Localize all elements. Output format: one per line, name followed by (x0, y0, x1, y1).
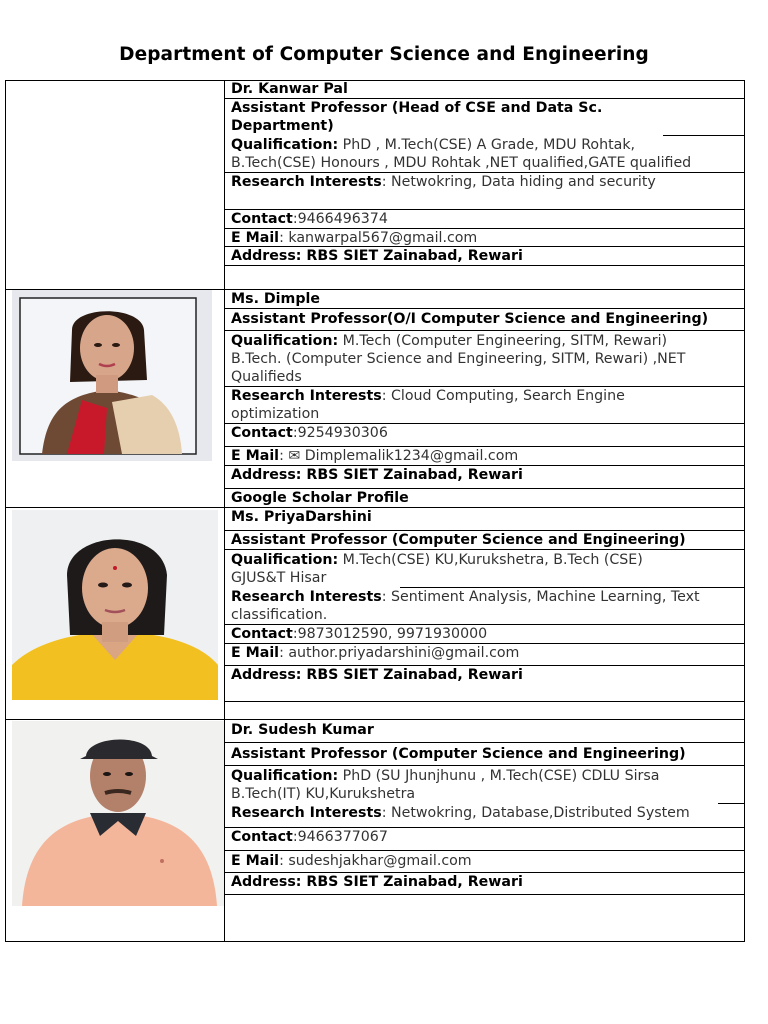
cell-line (718, 803, 745, 804)
row-divider (5, 719, 745, 720)
qualification-value-cont: B.Tech(CSE) Honours , MDU Rohtak ,NET qualified,GATE qualified (231, 155, 692, 171)
faculty-name: Ms. Dimple (231, 291, 320, 307)
qualification-label: Qualification: (231, 137, 339, 153)
faculty-name: Ms. PriyaDarshini (231, 509, 372, 525)
cell-line (224, 701, 745, 702)
faculty-photo-dimple (12, 290, 212, 461)
email-label: E Mail (231, 853, 280, 869)
contact-label: Contact (231, 626, 293, 642)
cell-line (224, 549, 745, 550)
faculty-designation: Assistant Professor (Head of CSE and Data Sc. (231, 100, 603, 116)
faculty-designation: Assistant Professor(O/I Computer Science and Engineering) (231, 311, 709, 327)
portrait-image (12, 510, 218, 700)
faculty-qualification (231, 136, 635, 154)
research-value-cont: classification. (231, 607, 328, 623)
cell-line (224, 308, 745, 309)
email-value[interactable]: : sudeshjakhar@gmail.com (279, 853, 472, 869)
faculty-address: Address: RBS SIET Zainabad, Rewari (231, 248, 523, 264)
research-value: : Sentiment Analysis, Machine Learning, Text (381, 589, 700, 605)
contact-label: Contact (231, 425, 293, 441)
faculty-name: Dr. Sudesh Kumar (231, 722, 374, 738)
faculty-address: Address: RBS SIET Zainabad, Rewari (231, 467, 523, 483)
qualification-value-cont: GJUS&T Hisar (231, 570, 327, 586)
faculty-qualification (231, 767, 659, 785)
portrait-image (12, 290, 212, 461)
research-value-cont: optimization (231, 406, 320, 422)
contact-value: :9254930306 (292, 425, 388, 441)
faculty-name: Dr. Kanwar Pal (231, 81, 348, 97)
research-value: : Cloud Computing, Search Engine (381, 388, 625, 404)
faculty-qualification (231, 332, 667, 350)
cell-line (224, 765, 745, 766)
faculty-research (231, 588, 700, 606)
cell-line (224, 742, 745, 743)
research-value: : Netwokring, Database,Distributed System (381, 805, 690, 821)
email-label: E Mail (231, 645, 280, 661)
contact-value: :9873012590, 9971930000 (292, 626, 488, 642)
qualification-value: PhD (SU Jhunjhunu , M.Tech(CSE) CDLU Sirsa (342, 768, 660, 784)
contact-label: Contact (231, 211, 293, 227)
qualification-value: M.Tech(CSE) KU,Kurukshetra, B.Tech (CSE) (342, 552, 643, 568)
portrait-image (12, 721, 224, 906)
contact-label: Contact (231, 829, 293, 845)
faculty-address: Address: RBS SIET Zainabad, Rewari (231, 874, 523, 890)
qualification-label: Qualification: (231, 333, 339, 349)
qualification-label: Qualification: (231, 768, 339, 784)
faculty-photo-priyadarshini (12, 510, 218, 700)
faculty-research (231, 173, 656, 191)
page-title: Department of Computer Science and Engineering (119, 44, 649, 65)
faculty-designation-cont: Department) (231, 118, 334, 134)
faculty-email (231, 447, 518, 465)
qualification-value-cont: B.Tech(IT) KU,Kurukshetra (231, 786, 416, 802)
faculty-research (231, 387, 625, 405)
research-label: Research Interests (231, 805, 382, 821)
faculty-email (231, 644, 519, 662)
qualification-label: Qualification: (231, 552, 339, 568)
faculty-contact (231, 424, 388, 442)
qualification-value: PhD , M.Tech(CSE) A Grade, MDU Rohtak, (342, 137, 636, 153)
contact-value: :9466377067 (292, 829, 388, 845)
research-label: Research Interests (231, 174, 382, 190)
faculty-contact (231, 625, 487, 643)
qualification-value-cont: Qualifieds (231, 369, 302, 385)
contact-value: :9466496374 (292, 211, 388, 227)
qualification-value: M.Tech (Computer Engineering, SITM, Rewari) (342, 333, 668, 349)
email-label: E Mail (231, 230, 280, 246)
faculty-contact (231, 210, 388, 228)
research-label: Research Interests (231, 388, 382, 404)
faculty-email (231, 852, 472, 870)
cell-line (224, 850, 745, 851)
faculty-photo-sudesh-kumar (12, 721, 224, 906)
google-scholar-link[interactable]: Google Scholar Profile (231, 490, 409, 506)
faculty-address: Address: RBS SIET Zainabad, Rewari (231, 667, 523, 683)
cell-line (663, 135, 745, 136)
faculty-qualification (231, 551, 643, 569)
cell-line (224, 330, 745, 331)
faculty-designation: Assistant Professor (Computer Science and Engineering) (231, 746, 686, 762)
faculty-designation: Assistant Professor (Computer Science and Engineering) (231, 532, 686, 548)
qualification-value-cont: B.Tech. (Computer Science and Engineering, SITM, Rewari) ,NET (231, 351, 686, 367)
faculty-research (231, 804, 690, 822)
cell-line (224, 894, 745, 895)
email-value[interactable]: : kanwarpal567@gmail.com (279, 230, 478, 246)
cell-line (224, 265, 745, 266)
faculty-email (231, 229, 477, 247)
faculty-contact (231, 828, 388, 846)
email-value[interactable]: : ✉ Dimplemalik1234@gmail.com (279, 448, 519, 464)
research-value: : Netwokring, Data hiding and security (381, 174, 656, 190)
email-value[interactable]: : author.priyadarshini@gmail.com (279, 645, 520, 661)
row-divider (5, 507, 745, 508)
research-label: Research Interests (231, 589, 382, 605)
email-label: E Mail (231, 448, 280, 464)
